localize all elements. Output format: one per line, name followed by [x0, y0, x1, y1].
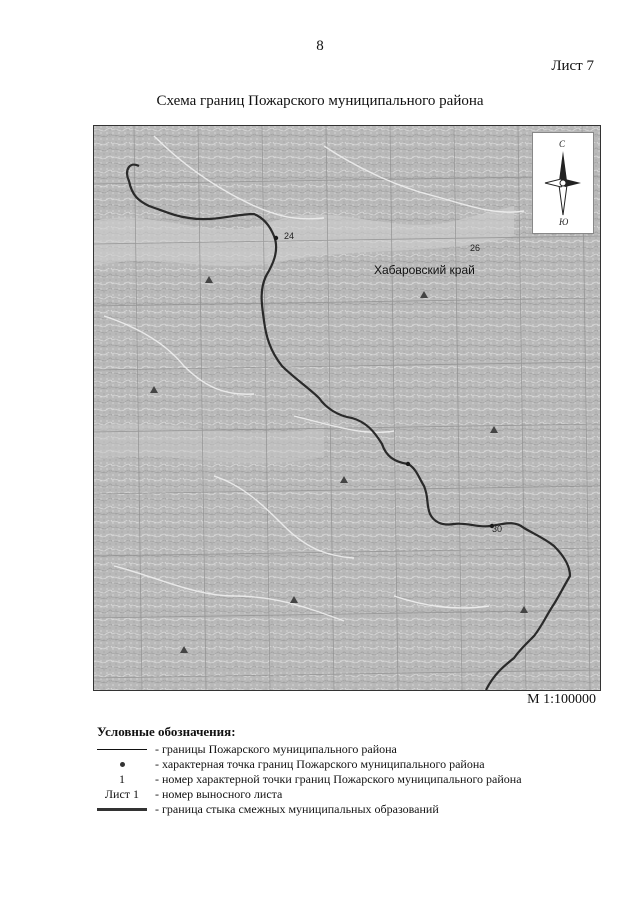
- map-canvas: [94, 126, 600, 690]
- map-title: Схема границ Пожарского муниципального района: [156, 93, 484, 109]
- legend-item: [97, 757, 597, 772]
- point-symbol: [120, 762, 125, 767]
- boundary-line-symbol: [97, 749, 147, 751]
- compass-south-label: Ю: [559, 217, 569, 227]
- point-label: 26: [470, 243, 481, 253]
- map-frame: [93, 125, 601, 691]
- legend-text: - граница стыка смежных муниципальных образований: [155, 802, 439, 816]
- legend-text: - границы Пожарского муниципального района: [155, 742, 397, 756]
- map-scale: М 1:100000: [527, 692, 596, 707]
- legend: [97, 724, 597, 817]
- boundary-point: [406, 462, 410, 466]
- legend-symbol: [97, 772, 147, 787]
- boundary-point: [274, 236, 278, 240]
- legend-symbol: [97, 749, 147, 751]
- page-number: 8: [316, 38, 324, 54]
- legend-symbol: [97, 808, 147, 811]
- compass-rose: [532, 132, 594, 234]
- point-label: 30: [492, 524, 503, 534]
- junction-line-symbol: [97, 808, 147, 811]
- legend-item: [97, 772, 597, 787]
- legend-text: - номер выносного листа: [155, 787, 283, 801]
- region-label: Хабаровский край: [374, 263, 475, 277]
- legend-symbol: [97, 762, 147, 767]
- legend-title: Условные обозначения:: [97, 724, 236, 739]
- legend-item: [97, 787, 597, 802]
- point-label: 24: [284, 231, 295, 241]
- legend-symbol: [97, 787, 147, 802]
- legend-text: - характерная точка границ Пожарского муниципального района: [155, 757, 485, 771]
- sheet-number-symbol: Лист 1: [104, 787, 140, 801]
- compass-north-label: С: [559, 139, 566, 149]
- legend-item: [97, 802, 597, 817]
- legend-item: [97, 742, 597, 757]
- legend-text: - номер характерной точки границ Пожарского муниципального района: [155, 772, 522, 786]
- point-number-symbol: 1: [119, 772, 125, 786]
- sheet-label: Лист 7: [551, 58, 594, 74]
- map-texture: [94, 126, 600, 690]
